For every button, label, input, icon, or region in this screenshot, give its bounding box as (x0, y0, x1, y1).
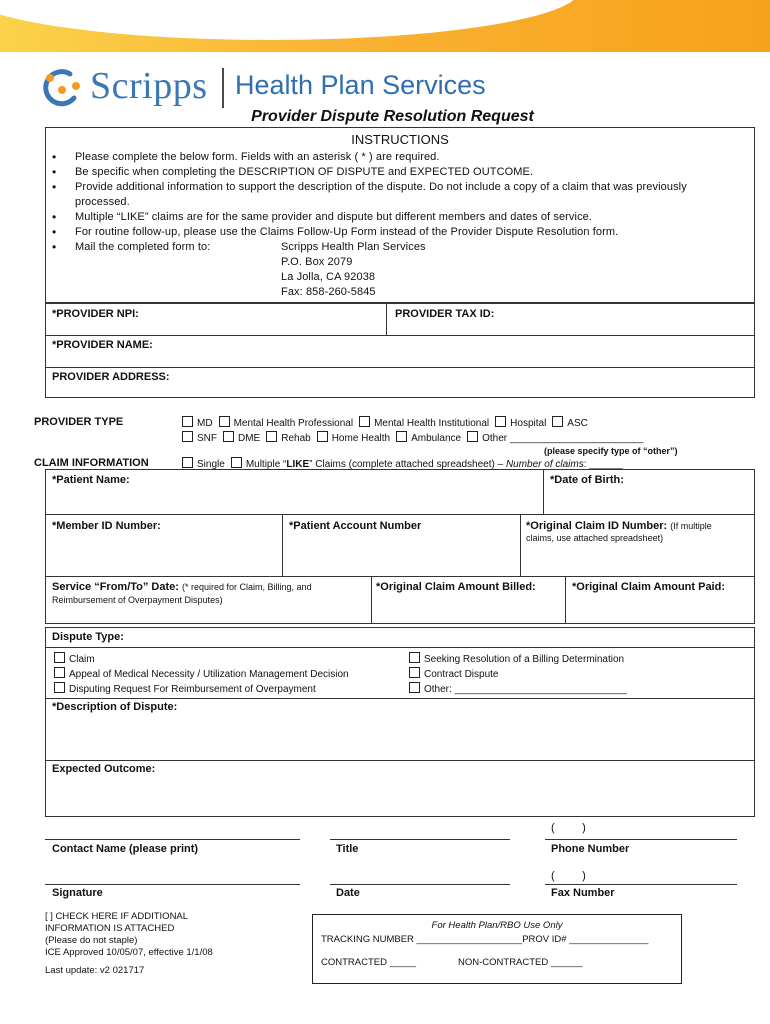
signature-line[interactable] (45, 884, 300, 885)
dispute-type-label: Dispute Type: (52, 631, 124, 643)
divider (46, 335, 754, 336)
checkbox[interactable] (182, 457, 193, 468)
contact-name-line[interactable] (45, 839, 300, 840)
dispute-options-right (409, 652, 627, 697)
patient-name-field[interactable]: *Patient Name: (52, 474, 130, 486)
provider-type-hospital[interactable]: Hospital (495, 416, 546, 429)
checkbox[interactable] (467, 431, 478, 442)
provider-type-row-2 (182, 431, 643, 444)
provider-type-dme[interactable]: DME (223, 431, 260, 444)
instruction-item: • Provide additional information to support the description of the dispute. Do not include a copy of a claim that was previously processed. (52, 180, 742, 210)
provider-npi-field[interactable]: *PROVIDER NPI: (52, 308, 139, 320)
brand-name: Scripps (90, 65, 208, 107)
provider-type-ambulance[interactable]: Ambulance (396, 431, 461, 444)
checkbox[interactable] (409, 652, 420, 663)
checkbox[interactable] (396, 431, 407, 442)
service-dates-field[interactable]: Service “From/To” Date: (* required for Claim, Billing, and Reimbursement of Overpayment Disputes) (52, 581, 312, 605)
member-id-field[interactable]: *Member ID Number: (52, 520, 161, 532)
provider-type-rehab[interactable]: Rehab (266, 431, 310, 444)
instruction-item: • Multiple “LIKE” claims are for the same provider and dispute but different members and dates of service. (52, 210, 742, 225)
fax-area-code: ( ) (551, 870, 586, 882)
checkbox[interactable] (219, 416, 230, 427)
note-line: (Please do not staple) (45, 935, 138, 946)
divider (282, 514, 283, 576)
divider (46, 514, 754, 515)
attachment-note (45, 911, 213, 977)
phone-area-code: ( ) (551, 822, 586, 834)
provider-type-md[interactable]: MD (182, 416, 213, 429)
dispute-option-overpayment[interactable]: Disputing Request For Reimbursement of Overpayment (54, 682, 349, 697)
claim-type-multiple[interactable]: Multiple “LIKE” Claims (complete attached spreadsheet) – Number of claims: ______ (231, 457, 623, 470)
office-use-heading: For Health Plan/RBO Use Only (431, 920, 563, 931)
divider (46, 367, 754, 368)
instructions-heading: INSTRUCTIONS (351, 132, 449, 147)
provider-address-field[interactable]: PROVIDER ADDRESS: (52, 371, 170, 383)
claim-information-label: CLAIM INFORMATION (34, 457, 149, 469)
other-type-note: (please specify type of “other”) (544, 446, 678, 456)
mail-address-line: Fax: 858-260-5845 (281, 286, 376, 298)
instruction-item: • Be specific when completing the DESCRIPTION OF DISPUTE and EXPECTED OUTCOME. (52, 165, 742, 180)
provider-tax-id-field[interactable]: PROVIDER TAX ID: (395, 308, 495, 320)
patient-account-field[interactable]: *Patient Account Number (289, 520, 422, 532)
tracking-number-field[interactable]: TRACKING NUMBER ____________________PROV ID# _______________ (321, 934, 649, 945)
checkbox[interactable] (359, 416, 370, 427)
dispute-option-contract[interactable]: Contract Dispute (409, 667, 627, 682)
fax-line[interactable] (545, 884, 737, 885)
mail-label: • Mail the completed form to: (75, 241, 211, 253)
last-update: Last update: v2 021717 (45, 965, 145, 976)
checkbox[interactable] (182, 431, 193, 442)
contracted-field[interactable]: CONTRACTED _____ (321, 957, 417, 968)
divider (46, 576, 754, 577)
checkbox[interactable] (266, 431, 277, 442)
checkbox[interactable] (409, 682, 420, 693)
dispute-option-appeal[interactable]: Appeal of Medical Necessity / Utilization Management Decision (54, 667, 349, 682)
dispute-box (45, 627, 755, 817)
title-line[interactable] (330, 839, 510, 840)
instruction-item: • Please complete the below form. Fields with an asterisk ( * ) are required. (52, 150, 742, 165)
checkbox[interactable] (552, 416, 563, 427)
amount-paid-field[interactable]: *Original Claim Amount Paid: (572, 581, 725, 593)
provider-name-field[interactable]: *PROVIDER NAME: (52, 339, 153, 351)
provider-type-mental-health-institutional[interactable]: Mental Health Institutional (359, 416, 489, 429)
phone-line[interactable] (545, 839, 737, 840)
provider-type-asc[interactable]: ASC (552, 416, 588, 429)
provider-type-snf[interactable]: SNF (182, 431, 217, 444)
mail-address-line: P.O. Box 2079 (281, 256, 353, 268)
provider-type-mental-health-professional[interactable]: Mental Health Professional (219, 416, 354, 429)
provider-type-home-health[interactable]: Home Health (317, 431, 390, 444)
instructions-box (45, 127, 755, 303)
date-label: Date (336, 887, 360, 899)
attachment-check[interactable]: [ ] CHECK HERE IF ADDITIONAL (45, 911, 189, 922)
checkbox[interactable] (54, 682, 65, 693)
approval-line: ICE Approved 10/05/07, effective 1/1/08 (45, 947, 213, 958)
band-curve (0, 0, 580, 40)
divider (46, 760, 754, 761)
provider-type-other[interactable]: Other ________________________ (467, 431, 643, 444)
checkbox[interactable] (223, 431, 234, 442)
divider (46, 698, 754, 699)
checkbox[interactable] (317, 431, 328, 442)
checkbox[interactable] (495, 416, 506, 427)
logo-divider (222, 68, 224, 108)
note-line: INFORMATION IS ATTACHED (45, 923, 175, 934)
non-contracted-field[interactable]: NON-CONTRACTED ______ (458, 957, 583, 968)
header-decorative-band (0, 0, 770, 52)
date-of-birth-field[interactable]: *Date of Birth: (550, 474, 624, 486)
provider-type-row-1 (182, 416, 588, 429)
contact-name-label: Contact Name (please print) (52, 843, 199, 855)
provider-type-label: PROVIDER TYPE (34, 416, 124, 428)
instruction-item-mail (52, 240, 742, 300)
dispute-option-claim[interactable]: Claim (54, 652, 349, 667)
checkbox[interactable] (54, 667, 65, 678)
original-claim-id-field[interactable]: *Original Claim ID Number: (If multiple claims, use attached spreadsheet) (526, 520, 712, 543)
mail-address-line: Scripps Health Plan Services (281, 241, 426, 253)
divider (565, 576, 566, 624)
title-label: Title (336, 843, 359, 855)
claim-type-single[interactable]: Single (182, 457, 225, 470)
scripps-logo-mark-icon (40, 66, 84, 110)
mail-address (281, 240, 426, 300)
dispute-option-billing[interactable]: Seeking Resolution of a Billing Determination (409, 652, 627, 667)
dispute-option-other[interactable]: Other: _______________________________ (409, 682, 627, 697)
scripps-logo (40, 62, 500, 112)
fax-label: Fax Number (551, 887, 615, 899)
divider (543, 470, 544, 514)
office-use-box (312, 914, 682, 984)
instructions-list (52, 150, 742, 300)
divider (46, 647, 754, 648)
divider (386, 304, 387, 335)
checkbox[interactable] (54, 652, 65, 663)
checkbox[interactable] (409, 667, 420, 678)
checkbox[interactable] (182, 416, 193, 427)
checkbox[interactable] (231, 457, 242, 468)
amount-billed-field[interactable]: *Original Claim Amount Billed: (376, 581, 536, 593)
dispute-options-left (54, 652, 349, 697)
claim-details-box (45, 469, 755, 624)
mail-address-line: La Jolla, CA 92038 (281, 271, 376, 283)
phone-label: Phone Number (551, 843, 630, 855)
form-title: Provider Dispute Resolution Request (251, 108, 534, 125)
provider-info-box (45, 303, 755, 398)
expected-outcome-field[interactable]: Expected Outcome: (52, 763, 156, 775)
signature-label: Signature (52, 887, 103, 899)
divider (520, 514, 521, 576)
divider (371, 576, 372, 624)
description-of-dispute-field[interactable]: *Description of Dispute: (52, 701, 178, 713)
date-line[interactable] (330, 884, 510, 885)
instruction-item: • For routine follow-up, please use the Claims Follow-Up Form instead of the Provider Dispute Resolution form. (52, 225, 742, 240)
division-name: Health Plan Services (235, 70, 486, 100)
